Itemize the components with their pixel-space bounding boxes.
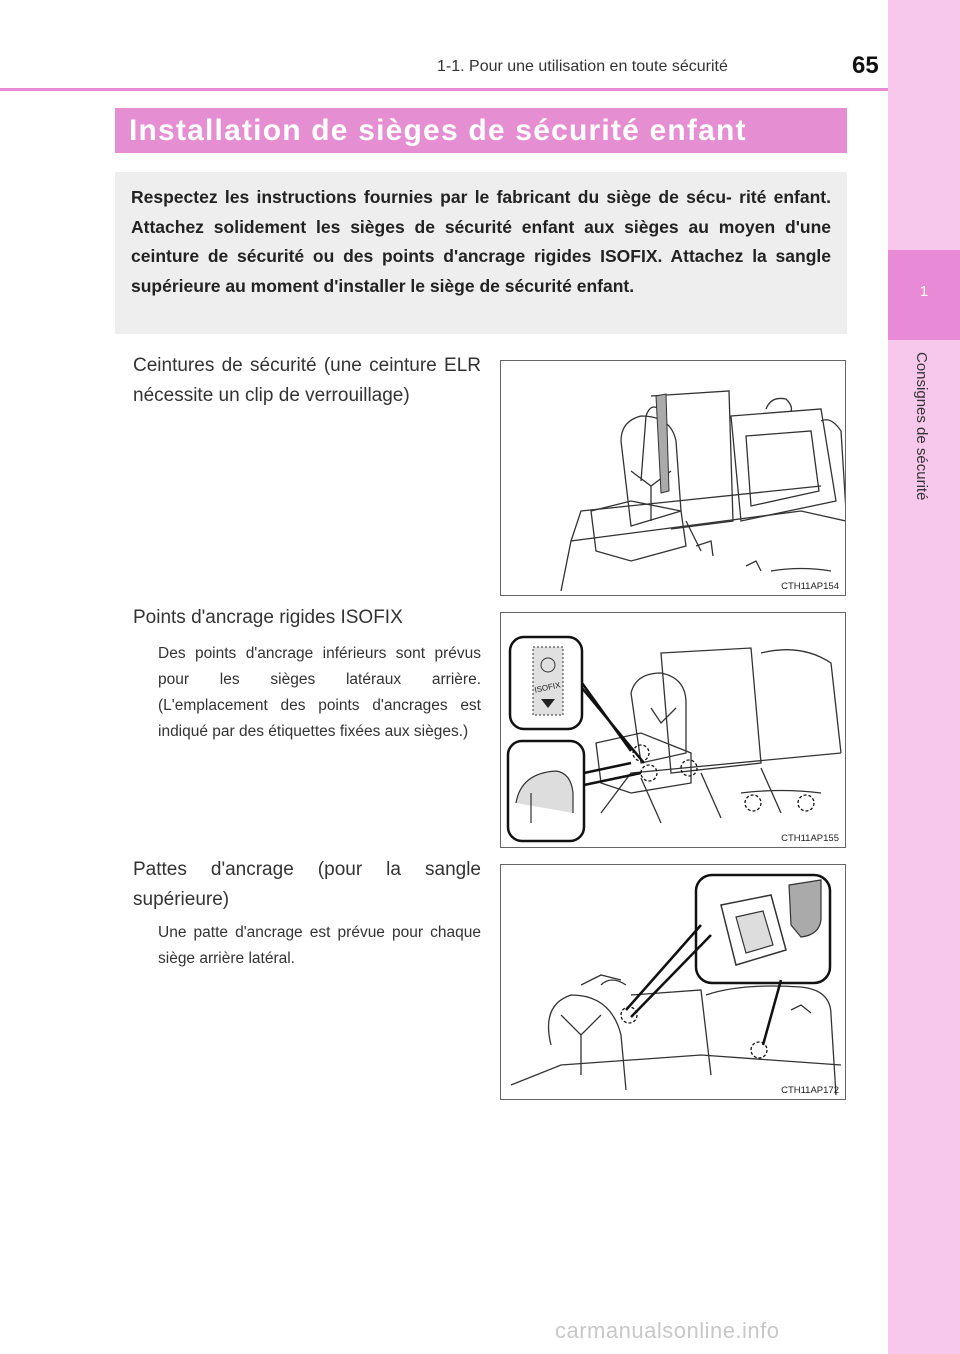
figure-isofix-anchors bbox=[500, 612, 846, 848]
page-number: 65 bbox=[852, 52, 879, 79]
item-heading-seatbelts: Ceintures de sécurité (une ceinture ELR nécessite un clip de verrouillage) bbox=[133, 355, 481, 406]
watermark: carmanualsonline.info bbox=[555, 1318, 780, 1343]
tether-anchor-illustration bbox=[501, 865, 846, 1100]
header-divider bbox=[0, 88, 888, 91]
intro-box bbox=[115, 172, 847, 334]
isofix-label-text: ISOFIX bbox=[533, 680, 562, 695]
chapter-side-tab bbox=[888, 0, 960, 1354]
chapter-title: Consignes de sécurité bbox=[913, 352, 930, 501]
seatbelt-illustration bbox=[501, 361, 846, 596]
figure-tether-anchors bbox=[500, 864, 846, 1100]
isofix-illustration bbox=[501, 613, 846, 848]
item-text-isofix: Des points d'ancrage inférieurs sont prévus pour les sièges latéraux arrière. (L'emplacement des points d'ancrages est indiqué par des étiquettes fixées aux sièges.) bbox=[158, 645, 481, 740]
item-heading-tether-anchors: Pattes d'ancrage (pour la sangle supérieure) bbox=[133, 859, 481, 910]
section-title: Installation de sièges de sécurité enfant bbox=[115, 108, 847, 153]
figure-code: CTH11AP154 bbox=[781, 581, 839, 592]
intro-text: Respectez les instructions fournies par le fabricant du siège de sécu- rité enfant. Attachez solidement les sièges de sécurité enfant aux sièges au moyen d'une ceinture de sécurité ou des points d'ancrage rigides ISOFIX. Attachez la sangle supérieure au moment d'installer le siège de sécurité enfant. bbox=[131, 187, 831, 296]
figure-code: CTH11AP172 bbox=[781, 1085, 839, 1096]
chapter-number: 1 bbox=[919, 283, 929, 300]
item-heading-isofix: Points d'ancrage rigides ISOFIX bbox=[133, 607, 403, 628]
header-section-title: 1-1. Pour une utilisation en toute sécurité bbox=[437, 58, 728, 75]
item-text-tether-anchors: Une patte d'ancrage est prévue pour chaque siège arrière latéral. bbox=[158, 924, 481, 967]
figure-code: CTH11AP155 bbox=[781, 833, 839, 844]
figure-seatbelt-install bbox=[500, 360, 846, 596]
